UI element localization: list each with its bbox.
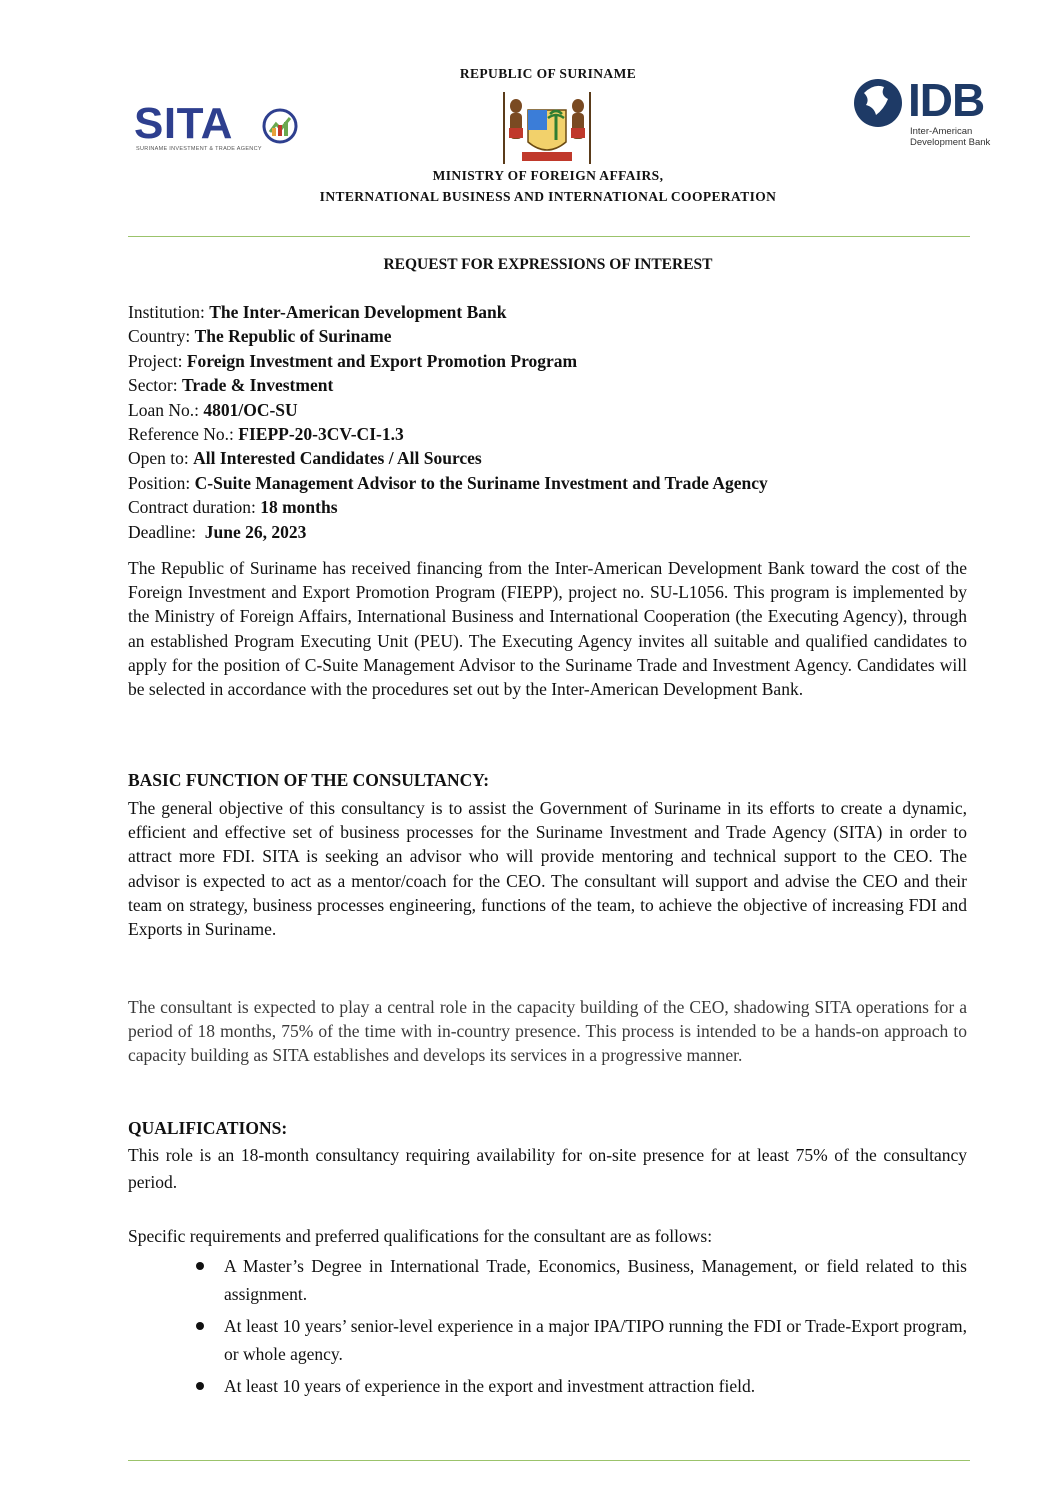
field-label: Country: <box>128 326 195 347</box>
field-value: 4801/OC-SU <box>203 399 298 420</box>
field-label: Position: <box>128 472 195 493</box>
field-value: June 26, 2023 <box>204 521 307 542</box>
list-item <box>190 1372 967 1400</box>
list-item <box>190 1312 967 1368</box>
header-divider <box>128 236 970 237</box>
field-label: Reference No.: <box>128 424 239 445</box>
field-label: Loan No.: <box>128 399 204 420</box>
field-value: The Republic of Suriname <box>194 326 392 347</box>
basic-function-heading: BASIC FUNCTION OF THE CONSULTANCY: <box>128 770 490 790</box>
field-value: The Inter-American Development Bank <box>209 302 507 322</box>
field-label: Open to: <box>128 448 194 469</box>
field-value: 18 months <box>260 497 338 518</box>
field-label: Institution: <box>128 302 210 322</box>
list-item-text: A Master’s Degree in International Trade, Economics, Business, Management, or field related to this assignment. <box>224 1256 967 1304</box>
bullet-icon <box>196 1382 204 1390</box>
bullet-icon <box>196 1322 204 1330</box>
field-value: C-Suite Management Advisor to the Suriname Investment and Trade Agency <box>194 472 768 493</box>
field-deadline <box>128 520 768 544</box>
sita-logo-text: SITA <box>134 99 233 148</box>
details-list <box>128 300 768 544</box>
capacity-building-paragraph: The consultant is expected to play a central role in the capacity building of the CEO, shadowing SITA operations for a period of 18 months, 75% of the time with in-country presence. This process is intended to be a hands-on approach to capacity building as SITA establishes and develops its services in a progressive manner. <box>128 997 967 1066</box>
field-label: Deadline: <box>128 521 205 542</box>
idb-subtitle-line2: Development Bank <box>910 137 991 148</box>
field-open-to <box>128 446 768 470</box>
field-sector <box>128 373 768 397</box>
requirements-intro: Specific requirements and preferred qualifications for the consultant are as follows: <box>128 1226 713 1246</box>
bullet-icon <box>196 1262 204 1270</box>
field-value: Trade & Investment <box>181 375 334 396</box>
republic-heading: REPUBLIC OF SURINAME <box>459 66 637 81</box>
list-item-text: At least 10 years of experience in the export and investment attraction field. <box>224 1376 756 1396</box>
idb-globe-icon <box>850 73 906 129</box>
ministry-heading-line2: INTERNATIONAL BUSINESS AND INTERNATIONAL COOPERATION <box>319 189 777 204</box>
field-project <box>128 349 768 373</box>
sita-emblem-icon <box>260 106 300 146</box>
field-position <box>128 471 768 495</box>
intro-paragraph: The Republic of Suriname has received financing from the Inter-American Development Bank toward the cost of the Foreign Investment and Export Promotion Program (FIEPP), project no. SU-L1056. This program is implemented by the Ministry of Foreign Affairs, International Business and International Cooperation (the Executing Agency), through an established Program Executing Unit (PEU). The Executing Agency invites all suitable and qualified candidates to apply for the position of C-Suite Management Advisor to the Suriname Trade and Investment Agency. Candidates will be selected in accordance with the procedures set out by the Inter-American Development Bank. <box>128 558 967 700</box>
field-reference-no <box>128 422 768 446</box>
field-label: Project: <box>128 350 187 371</box>
idb-subtitle <box>910 126 990 148</box>
qualifications-heading: QUALIFICATIONS: <box>128 1118 288 1138</box>
idb-logo-text: IDB <box>908 74 985 126</box>
footer-divider <box>128 1460 970 1461</box>
qualifications-paragraph: This role is an 18-month consultancy requiring availability for on-site presence for at least 75% of the consultancy period. <box>128 1145 967 1192</box>
sita-tagline: SURINAME INVESTMENT & TRADE AGENCY <box>136 146 262 152</box>
field-label: Contract duration: <box>128 497 261 518</box>
field-value: FIEPP-20-3CV-CI-1.3 <box>238 424 404 445</box>
list-item <box>190 1252 967 1308</box>
idb-logo <box>850 73 1000 153</box>
idb-subtitle-line1: Inter-American <box>910 126 973 137</box>
document-title: REQUEST FOR EXPRESSIONS OF INTEREST <box>383 256 713 273</box>
field-label: Sector: <box>128 375 182 396</box>
field-contract-duration <box>128 495 768 519</box>
field-country <box>128 324 768 348</box>
sita-logo <box>134 100 314 160</box>
ministry-heading-line1: MINISTRY OF FOREIGN AFFAIRS, <box>432 168 664 183</box>
field-loan-no <box>128 398 768 422</box>
field-value: All Interested Candidates / All Sources <box>193 448 482 469</box>
requirements-list <box>190 1252 967 1404</box>
list-item-text: At least 10 years’ senior-level experience in a major IPA/TIPO running the FDI or Trade-Export program, or whole agency. <box>224 1316 967 1364</box>
field-institution <box>128 300 768 324</box>
coat-of-arms-icon <box>492 88 602 168</box>
field-value: Foreign Investment and Export Promotion Program <box>186 350 578 371</box>
basic-function-paragraph: The general objective of this consultancy is to assist the Government of Suriname in its efforts to create a dynamic, efficient and effective set of business processes for the Suriname Investment and Trade Agency (SITA) in order to attract more FDI. SITA is seeking an advisor who will provide mentoring and technical support to the CEO. The advisor is expected to act as a mentor/coach for the CEO. The consultant will support and advise the CEO and their team on strategy, business processes engineering, functions of the team, to achieve the objective of increasing FDI and Exports in Suriname. <box>128 798 967 940</box>
